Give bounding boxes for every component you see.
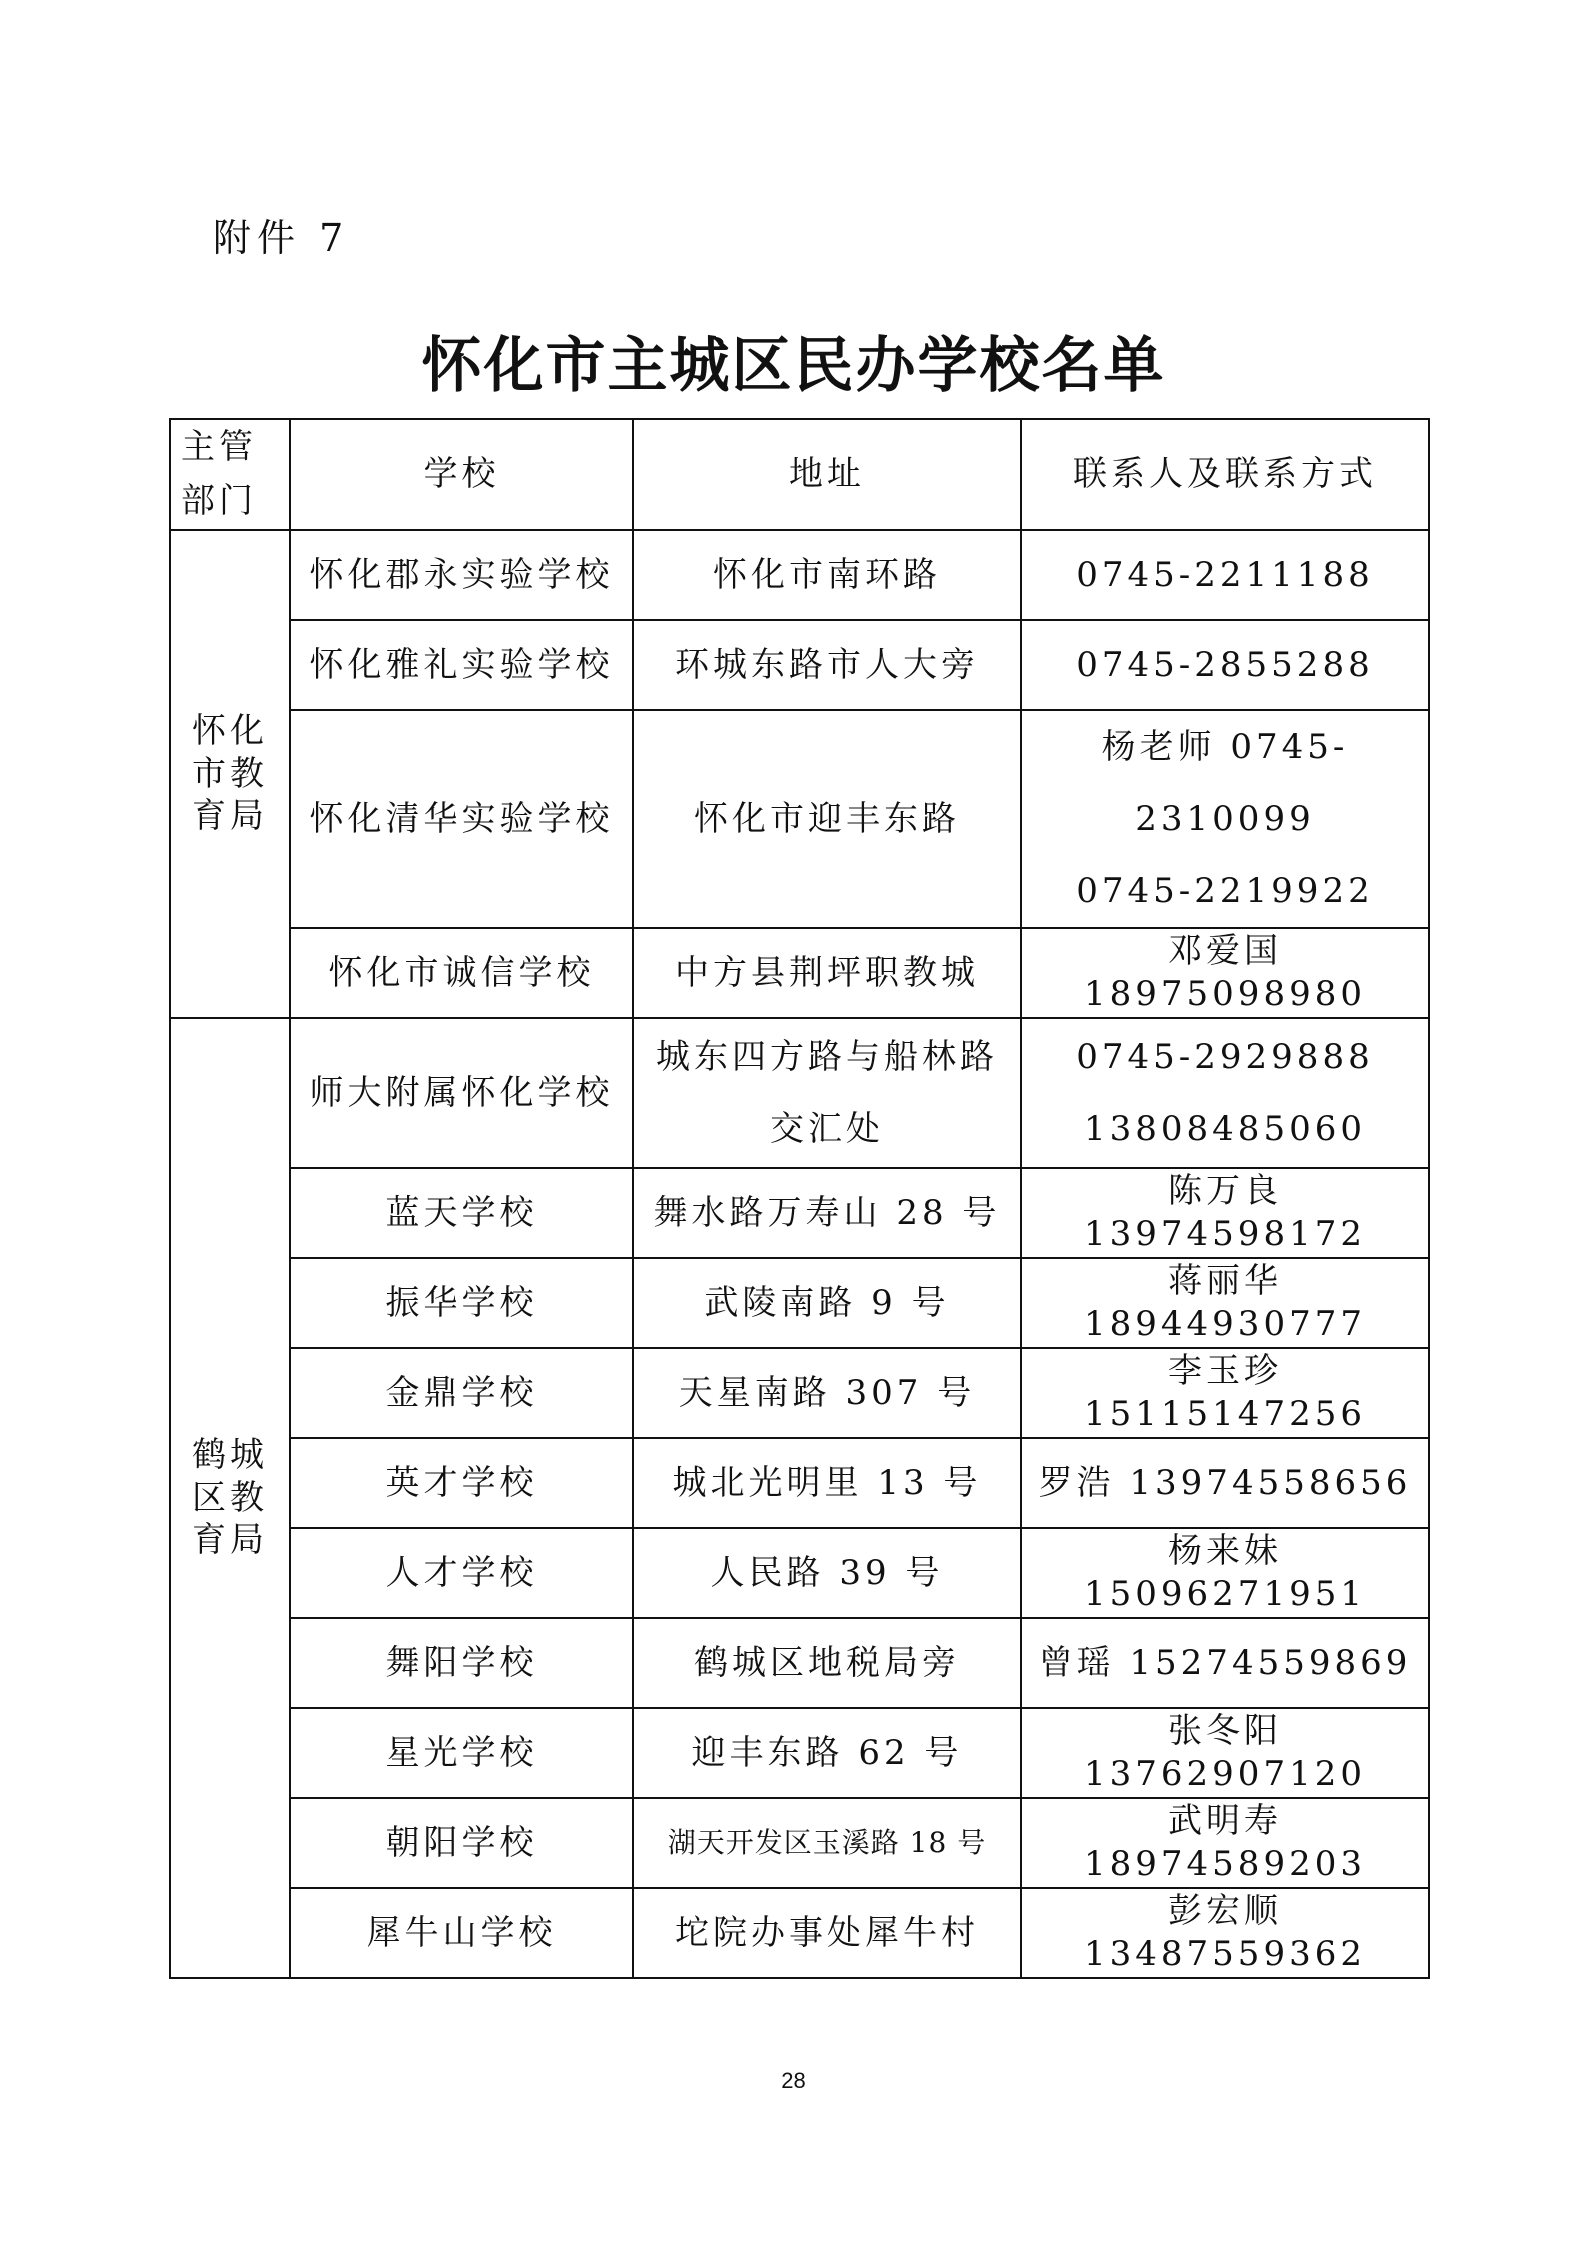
school-cell: 英才学校 (290, 1438, 633, 1528)
address-cell: 中方县荆坪职教城 (633, 928, 1021, 1018)
table-row (170, 1348, 1429, 1438)
table-header-row (170, 419, 1429, 530)
address-cell: 天星南路 307 号 (633, 1348, 1021, 1438)
school-cell: 星光学校 (290, 1708, 633, 1798)
header-address: 地址 (633, 419, 1021, 530)
school-cell: 金鼎学校 (290, 1348, 633, 1438)
page-title: 怀化市主城区民办学校名单 (421, 331, 1166, 401)
contact-cell: 曾瑶 15274559869 (1021, 1618, 1429, 1708)
address-cell: 怀化市南环路 (633, 530, 1021, 620)
school-cell: 怀化雅礼实验学校 (290, 620, 633, 710)
table-row (170, 1258, 1429, 1348)
table-row (170, 1708, 1429, 1798)
table-row (170, 1438, 1429, 1528)
contact-cell: 蒋丽华 18944930777 (1021, 1258, 1429, 1348)
table-row (170, 1798, 1429, 1888)
address-cell: 怀化市迎丰东路 (633, 710, 1021, 928)
header-school: 学校 (290, 419, 633, 530)
table-row (170, 928, 1429, 1018)
school-cell: 怀化市诚信学校 (290, 928, 633, 1018)
header-dept: 主管 部门 (170, 419, 290, 530)
table-row (170, 530, 1429, 620)
school-cell: 蓝天学校 (290, 1168, 633, 1258)
table-row (170, 1528, 1429, 1618)
address-cell: 坨院办事处犀牛村 (633, 1888, 1021, 1978)
table-row (170, 1168, 1429, 1258)
school-cell: 怀化清华实验学校 (290, 710, 633, 928)
dept-cell: 怀化 市教 育局 (170, 530, 290, 1018)
contact-cell: 李玉珍 15115147256 (1021, 1348, 1429, 1438)
table-row (170, 710, 1429, 928)
page-number: 28 (781, 2068, 806, 2093)
school-cell: 师大附属怀化学校 (290, 1018, 633, 1168)
contact-cell: 邓爱国 18975098980 (1021, 928, 1429, 1018)
address-cell: 人民路 39 号 (633, 1528, 1021, 1618)
contact-cell: 张冬阳 13762907120 (1021, 1708, 1429, 1798)
table-body (170, 530, 1429, 1978)
address-cell: 舞水路万寿山 28 号 (633, 1168, 1021, 1258)
school-cell: 人才学校 (290, 1528, 633, 1618)
attachment-label: 附件 7 (213, 216, 350, 260)
address-cell: 湖天开发区玉溪路 18 号 (633, 1798, 1021, 1888)
table-row (170, 620, 1429, 710)
school-cell: 振华学校 (290, 1258, 633, 1348)
dept-cell: 鹤城 区教 育局 (170, 1018, 290, 1978)
contact-cell: 0745-2855288 (1021, 620, 1429, 710)
header-contact: 联系人及联系方式 (1021, 419, 1429, 530)
contact-cell: 杨老师 0745-2310099 0745-2219922 (1021, 710, 1429, 928)
address-cell: 迎丰东路 62 号 (633, 1708, 1021, 1798)
school-cell: 犀牛山学校 (290, 1888, 633, 1978)
address-cell: 环城东路市人大旁 (633, 620, 1021, 710)
address-cell: 武陵南路 9 号 (633, 1258, 1021, 1348)
table-row (170, 1018, 1429, 1168)
contact-cell: 陈万良 13974598172 (1021, 1168, 1429, 1258)
contact-cell: 罗浩 13974558656 (1021, 1438, 1429, 1528)
school-cell: 舞阳学校 (290, 1618, 633, 1708)
contact-cell: 武明寿 18974589203 (1021, 1798, 1429, 1888)
contact-cell: 杨来妹 15096271951 (1021, 1528, 1429, 1618)
address-cell: 城东四方路与船林路 交汇处 (633, 1018, 1021, 1168)
contact-cell: 0745-2929888 13808485060 (1021, 1018, 1429, 1168)
contact-cell: 彭宏顺 13487559362 (1021, 1888, 1429, 1978)
school-cell: 朝阳学校 (290, 1798, 633, 1888)
school-cell: 怀化郡永实验学校 (290, 530, 633, 620)
schools-table (169, 418, 1430, 1979)
contact-cell: 0745-2211188 (1021, 530, 1429, 620)
address-cell: 鹤城区地税局旁 (633, 1618, 1021, 1708)
address-cell: 城北光明里 13 号 (633, 1438, 1021, 1528)
table-row (170, 1618, 1429, 1708)
table-row (170, 1888, 1429, 1978)
